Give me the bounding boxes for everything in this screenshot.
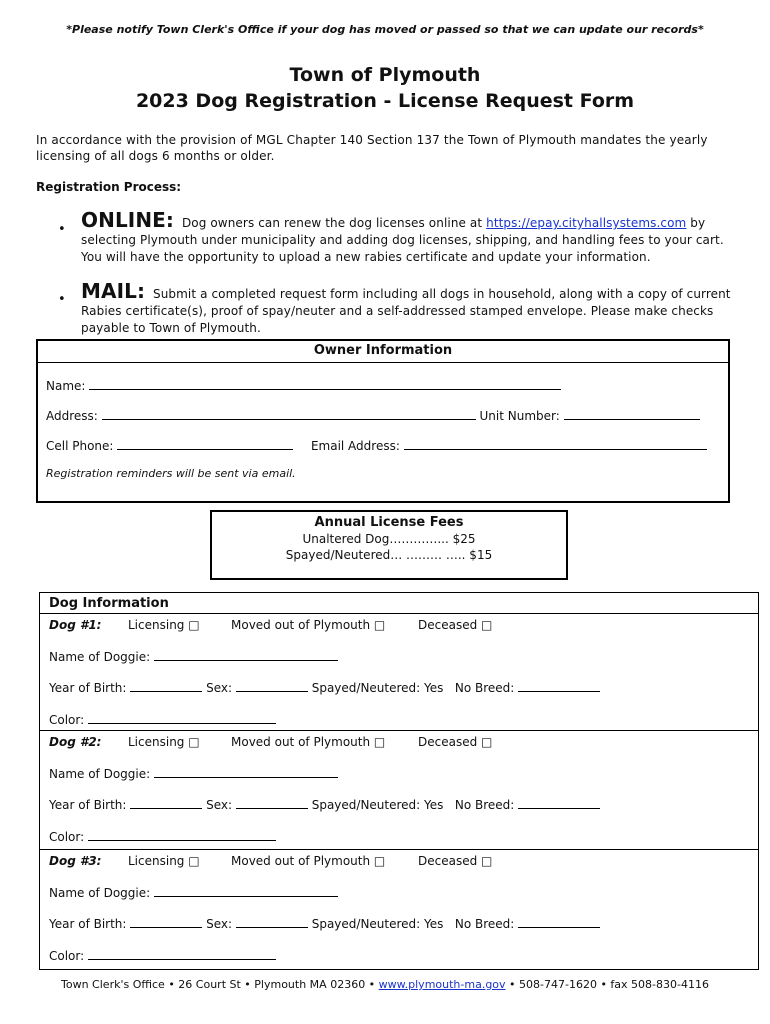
sex-field[interactable] — [236, 798, 308, 809]
dog-info-heading: Dog Information — [40, 593, 758, 614]
deceased-checkbox[interactable]: Deceased □ — [418, 618, 493, 632]
breed-field[interactable] — [518, 917, 600, 928]
sex-label: Sex: — [206, 681, 233, 695]
phone-field[interactable] — [117, 439, 293, 450]
dog-entry — [40, 614, 758, 732]
dog-details-row — [49, 798, 600, 812]
moved-checkbox[interactable]: Moved out of Plymouth □ — [231, 735, 386, 749]
dog-information-box — [39, 592, 759, 970]
sex-field[interactable] — [236, 917, 308, 928]
town-website-link[interactable]: www.plymouth-ma.gov — [378, 978, 506, 991]
sex-label: Sex: — [206, 917, 233, 931]
moved-checkbox[interactable]: Moved out of Plymouth □ — [231, 854, 386, 868]
dog-details-row — [49, 681, 600, 695]
color-field[interactable] — [88, 713, 276, 724]
color-row — [49, 713, 276, 727]
sex-field[interactable] — [236, 681, 308, 692]
process-heading: Registration Process: — [36, 180, 182, 194]
dog-entry — [40, 730, 758, 849]
bullet-online: • — [58, 222, 66, 237]
email-label: Email Address: — [310, 439, 400, 453]
doggie-name-label: Name of Doggie: — [49, 767, 151, 781]
licensing-checkbox[interactable]: Licensing □ — [128, 854, 200, 868]
fees-heading: Annual License Fees — [314, 515, 464, 530]
year-of-birth-field[interactable] — [130, 798, 202, 809]
spayed-neutered-label[interactable]: Spayed/Neutered: Yes — [311, 798, 444, 812]
mail-text: Submit a completed request form including all dogs in household, along with a copy of current Rabies certificate(s), proof of spay/neuter and a self-addressed stamped envelope. Please make checks payable to Town of Plymouth. — [81, 287, 731, 335]
dog-status-row — [49, 735, 492, 749]
online-text: Dog owners can renew the dog licenses online at — [181, 216, 483, 230]
year-of-birth-label: Year of Birth: — [49, 917, 127, 931]
mail-keyword: MAIL: — [81, 279, 146, 303]
licensing-checkbox[interactable]: Licensing □ — [128, 735, 200, 749]
name-field[interactable] — [89, 379, 561, 390]
page-title: Town of Plymouth — [289, 64, 481, 86]
dog-status-row — [49, 854, 492, 868]
spayed-neutered-label[interactable]: Spayed/Neutered: Yes — [311, 681, 444, 695]
fee-spayed: Spayed/Neutered… ……… ….. $15 — [285, 548, 493, 562]
sex-label: Sex: — [206, 798, 233, 812]
notice-banner: *Please notify Town Clerk's Office if your dog has moved or passed so that we can update our records* — [66, 23, 704, 36]
name-label: Name: — [46, 379, 86, 393]
doggie-name-label: Name of Doggie: — [49, 650, 151, 664]
color-label: Color: — [49, 830, 85, 844]
mail-instructions — [81, 279, 741, 337]
year-of-birth-field[interactable] — [130, 917, 202, 928]
online-text-2: by selecting Plymouth under municipality and adding dog licenses, shipping, and handling fees to your cart. You will have the opportunity to upload a new rabies certificate and update your information. — [81, 216, 724, 264]
intro-paragraph: In accordance with the provision of MGL Chapter 140 Section 137 the Town of Plymouth mandates the yearly licensing of all dogs 6 months or older. — [36, 133, 708, 163]
breed-field[interactable] — [518, 798, 600, 809]
address-label: Address: — [46, 409, 98, 423]
online-keyword: ONLINE: — [81, 208, 175, 232]
color-label: Color: — [49, 713, 85, 727]
doggie-name-field[interactable] — [154, 767, 338, 778]
doggie-name-row — [49, 650, 338, 664]
deceased-checkbox[interactable]: Deceased □ — [418, 735, 493, 749]
doggie-name-row — [49, 886, 338, 900]
fee-unaltered: Unaltered Dog…………... $25 — [302, 532, 476, 546]
dog-label: Dog #1: — [49, 618, 102, 632]
color-row — [49, 830, 276, 844]
owner-information-box — [36, 339, 730, 503]
no-breed-label: No Breed: — [454, 917, 515, 931]
color-field[interactable] — [88, 949, 276, 960]
spayed-neutered-label[interactable]: Spayed/Neutered: Yes — [311, 917, 444, 931]
doggie-name-label: Name of Doggie: — [49, 886, 151, 900]
online-instructions — [81, 208, 741, 266]
phone-label: Cell Phone: — [46, 439, 114, 453]
contact-row — [46, 439, 707, 453]
dog-status-row — [49, 618, 492, 632]
footer-text: Town Clerk's Office • 26 Court St • Plymouth MA 02360 • — [61, 978, 376, 991]
breed-field[interactable] — [518, 681, 600, 692]
deceased-checkbox[interactable]: Deceased □ — [418, 854, 493, 868]
bullet-mail: • — [58, 292, 66, 307]
licensing-checkbox[interactable]: Licensing □ — [128, 618, 200, 632]
doggie-name-row — [49, 767, 338, 781]
reminder-note: Registration reminders will be sent via email. — [46, 467, 296, 480]
address-row — [46, 409, 700, 423]
moved-checkbox[interactable]: Moved out of Plymouth □ — [231, 618, 386, 632]
color-label: Color: — [49, 949, 85, 963]
dog-label: Dog #3: — [49, 854, 102, 868]
epay-link[interactable]: https://epay.cityhallsystems.com — [486, 216, 687, 230]
owner-heading: Owner Information — [38, 341, 728, 363]
year-of-birth-label: Year of Birth: — [49, 681, 127, 695]
form-title: 2023 Dog Registration - License Request Form — [135, 90, 635, 112]
unit-label: Unit Number: — [479, 409, 560, 423]
no-breed-label: No Breed: — [454, 681, 515, 695]
footer — [0, 978, 770, 991]
doggie-name-field[interactable] — [154, 650, 338, 661]
dog-entry — [40, 849, 758, 968]
dog-details-row — [49, 917, 600, 931]
unit-field[interactable] — [564, 409, 700, 420]
doggie-name-field[interactable] — [154, 886, 338, 897]
address-field[interactable] — [102, 409, 476, 420]
name-row — [46, 379, 561, 393]
year-of-birth-field[interactable] — [130, 681, 202, 692]
color-row — [49, 949, 276, 963]
dog-label: Dog #2: — [49, 735, 102, 749]
year-of-birth-label: Year of Birth: — [49, 798, 127, 812]
footer-contact: • 508-747-1620 • fax 508-830-4116 — [509, 978, 709, 991]
color-field[interactable] — [88, 830, 276, 841]
license-fees-box — [210, 510, 568, 580]
email-field[interactable] — [404, 439, 707, 450]
no-breed-label: No Breed: — [454, 798, 515, 812]
